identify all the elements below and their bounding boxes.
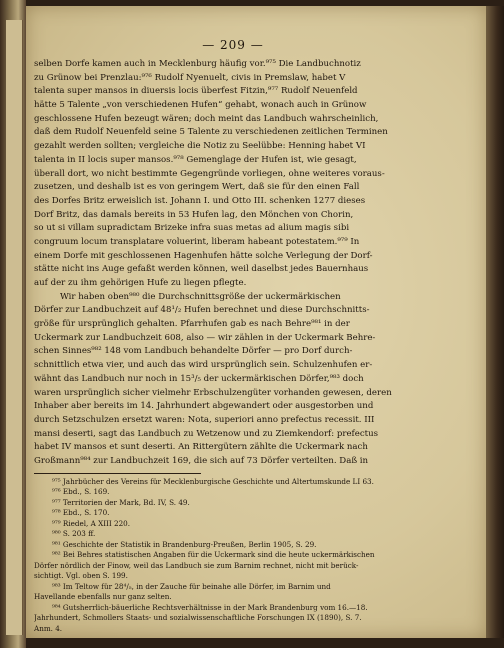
footnote: Dörfer nördlich der Finow, weil das Landbuch sie zum Barnim rechnet, nicht mit berück-	[34, 560, 359, 570]
body-line: talenta in II locis super mansos.⁹⁷⁸ Gemenglage der Hufen ist, wie gesagt,	[34, 154, 357, 165]
left-page-edge	[6, 20, 23, 635]
footnote: ⁹⁸³ Im Teltow für 28⁴/₅, in der Zauche für beinahe alle Dörfer, im Barnim und	[52, 581, 331, 591]
footnote: ⁹⁸⁰ S. 203 ff.	[52, 529, 96, 539]
footnote: ⁹⁷⁵ Jahrbücher des Vereins für Mecklenburgische Geschichte und Altertumskunde LI 63.	[52, 476, 374, 486]
body-line: auf der zu ihm gehörigen Hufe zu liegen pflegte.	[34, 278, 247, 288]
body-line: waren ursprünglich sicher vielmehr Erbschulzengüter vorhanden gewesen, deren	[34, 387, 392, 398]
body-line: talenta super mansos in diuersis locis überfest Fitzin,⁹⁷⁷ Rudolf Neuenfeld	[34, 86, 358, 97]
body-line: geschlossene Hufen bezeugt wären; doch meint das Landbuch wahrscheinlich,	[34, 113, 379, 124]
body-line: hätte 5 Talente „von verschiedenen Hufen“ gehabt, wonach auch in Grünow	[34, 100, 367, 111]
body-line: gezahlt werden sollten; vergleiche die Notiz zu Seelübbe: Henning habet VI	[34, 141, 366, 152]
footnote: ⁹⁸² Bei Behres statistischen Angaben für die Uckermark sind die heute uckermärkischen	[52, 550, 375, 560]
body-line: congruum locum transplatare voluerint, liberam habeant potestatem.⁹⁷⁹ In	[34, 236, 360, 247]
body-line: durch Setzschulzen ersetzt waren: Nota, superiori anno prefectus recessit. III	[34, 414, 375, 425]
body-line: größe für ursprünglich gehalten. Pfarrhufen gab es nach Behre⁹⁸¹ in der	[34, 319, 350, 330]
body-text	[34, 58, 432, 469]
book-edge-right	[486, 6, 504, 638]
body-line: Wir haben oben⁹⁸⁰ die Durchschnittsgröße der uckermärkischen	[60, 291, 341, 302]
body-line: Dörfer zur Landbuchzeit auf 48¹/₂ Hufen berechnet und diese Durchschnitts-	[34, 305, 370, 316]
page-content	[34, 38, 432, 634]
footnotes	[34, 477, 432, 635]
body-line: mansi deserti, sagt das Landbuch zu Wetzenow und zu Ziemkendorf: prefectus	[34, 428, 379, 439]
footnote: Havellande ebenfalls nur ganz selten.	[34, 592, 172, 602]
body-line: überall dort, wo nicht bestimmte Gegengründe vorliegen, ohne weiteres voraus-	[34, 168, 385, 179]
body-line: Dorf Britz, das damals bereits in 53 Hufen lag, den Mönchen von Chorin,	[34, 209, 354, 220]
body-line: selben Dorfe kamen auch in Mecklenburg häufig vor.⁹⁷⁵ Die Landbuchnotiz	[34, 59, 361, 69]
body-line: stätte nicht ins Auge gefaßt werden können, weil daselbst jedes Bauernhaus	[34, 264, 369, 275]
footnote: ⁹⁷⁹ Riedel, A XIII 220.	[52, 518, 131, 528]
page-number: — 209 —	[202, 38, 264, 52]
body-line: schen Sinnes⁹⁸² 148 vom Landbuch behandelte Dörfer — pro Dorf durch-	[34, 346, 353, 357]
footnote: Anm. 4.	[34, 623, 63, 633]
body-line: einem Dorfe mit geschlossenen Hagenhufen hätte solche Verlegung der Dorf-	[34, 250, 373, 261]
body-line: daß dem Rudolf Neuenfeld seine 5 Talente zu verschiedenen zeitlichen Terminen	[34, 127, 388, 138]
body-line: schnittlich etwa vier, und auch das wird ursprünglich sein. Schulzenhufen er-	[34, 360, 373, 371]
footnote: ⁹⁷⁶ Ebd., S. 169.	[52, 487, 110, 497]
body-line: Uckermark zur Landbuchzeit 608, also — wir zählen in der Uckermark Behre-	[34, 332, 376, 343]
body-line: zusetzen, und deshalb ist es von geringem Wert, daß sie für den einen Fall	[34, 182, 360, 193]
footnote: ⁹⁷⁸ Ebd., S. 170.	[52, 508, 110, 518]
body-line: habet IV mansos et sunt deserti. An Rittergütern zählte die Uckermark nach	[34, 442, 368, 453]
body-line: Inhaber aber bereits im 14. Jahrhundert abgewandert oder ausgestorben und	[34, 401, 374, 412]
body-line: so ut si villam supradictam Brizeke infra suas metas ad alium magis sibi	[34, 223, 350, 234]
body-line: Großmann⁹⁸⁴ zur Landbuchzeit 169, die sich auf 73 Dörfer verteilten. Daß in	[34, 455, 369, 466]
body-line: wähnt das Landbuch nur noch in 15³/₅ der uckermärkischen Dörfer,⁹⁸³ doch	[34, 373, 364, 384]
body-line: des Dorfes Britz erweislich ist. Johann I. und Otto III. schenken 1277 dieses	[34, 195, 366, 206]
body-line: zu Grünow bei Prenzlau:⁹⁷⁶ Rudolf Nyenuelt, civis in Premslaw, habet V	[34, 72, 346, 83]
footnote: ⁹⁸⁴ Gutsherrlich-bäuerliche Rechtsverhältnisse in der Mark Brandenburg vom 16.—18.	[52, 602, 368, 612]
footnote: ⁹⁷⁷ Territorien der Mark, Bd. IV, S. 49.	[52, 497, 190, 507]
footnote-divider	[34, 473, 201, 474]
footnote: ⁹⁸¹ Geschichte der Statistik in Brandenburg-Preußen, Berlin 1905, S. 29.	[52, 539, 317, 549]
footnote: sichtigt. Vgl. oben S. 199.	[34, 571, 128, 581]
footnote: Jahrhundert, Schmollers Staats- und sozialwissenschaftliche Forschungen IX (1890), S. 7.	[34, 613, 362, 623]
